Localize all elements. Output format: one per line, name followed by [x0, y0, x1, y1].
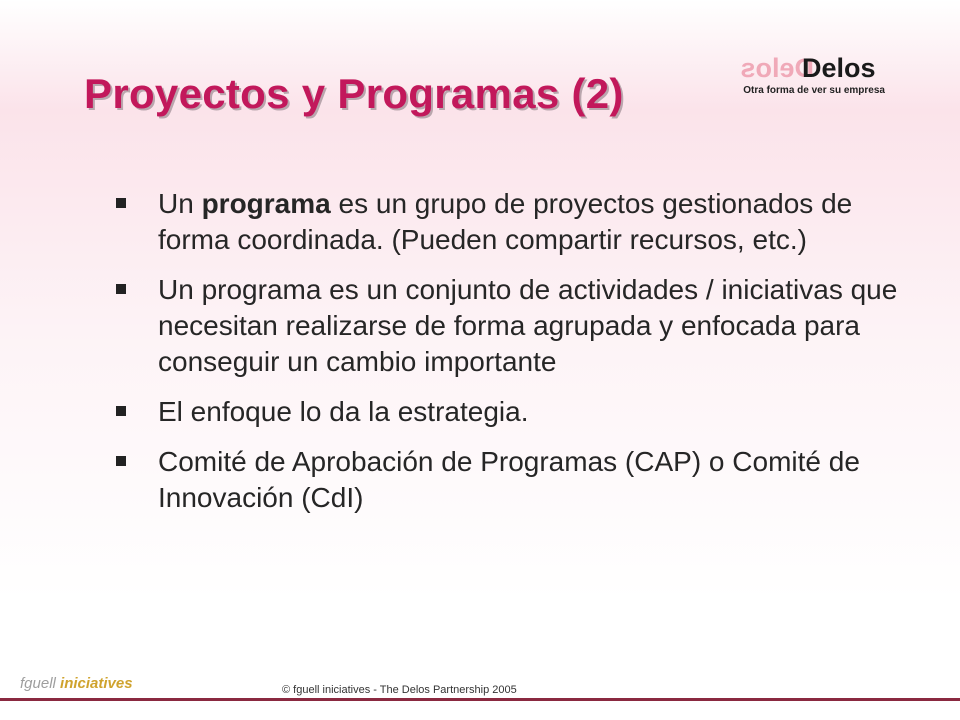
bullet-item	[110, 444, 910, 516]
footer-divider	[0, 698, 960, 701]
bullet-item	[110, 186, 910, 258]
bullet-list	[110, 186, 910, 530]
bullet-text-pre: Un	[158, 188, 202, 219]
bullet-text-bold: programa	[201, 188, 331, 219]
bullet-text: Comité de Aprobación de Programas (CAP) o Comité de Innovación (CdI)	[158, 446, 860, 513]
delos-logo	[722, 52, 887, 100]
square-bullet-icon	[116, 284, 126, 294]
bullet-item	[110, 272, 910, 380]
footer-copyright: © fguell iniciatives - The Delos Partnership 2005	[282, 684, 517, 696]
square-bullet-icon	[116, 198, 126, 208]
bullet-item	[110, 394, 910, 430]
square-bullet-icon	[116, 456, 126, 466]
logo-tagline: Otra forma de ver su empresa	[743, 85, 885, 96]
footer-brand-part2: iniciatives	[60, 675, 133, 692]
logo-brand	[802, 52, 876, 84]
logo-brand-text: Delos	[802, 53, 876, 83]
logo-mirror-text: Delos	[740, 53, 814, 83]
bullet-text: El enfoque lo da la estrategia.	[158, 396, 529, 427]
slide-title: Proyectos y Programas (2)	[84, 70, 624, 117]
bullet-text-post: es un grupo de proyectos gestionados de forma coordinada. (Pueden compartir recursos, etc.)	[158, 188, 853, 255]
footer-brand-part1: fguell	[20, 675, 61, 692]
footer-brand	[20, 675, 133, 692]
square-bullet-icon	[116, 406, 126, 416]
bullet-text: Un programa es un conjunto de actividades / iniciativas que necesitan realizarse de forma agrupada y enfocada para conseguir un cambio importante	[158, 274, 898, 377]
